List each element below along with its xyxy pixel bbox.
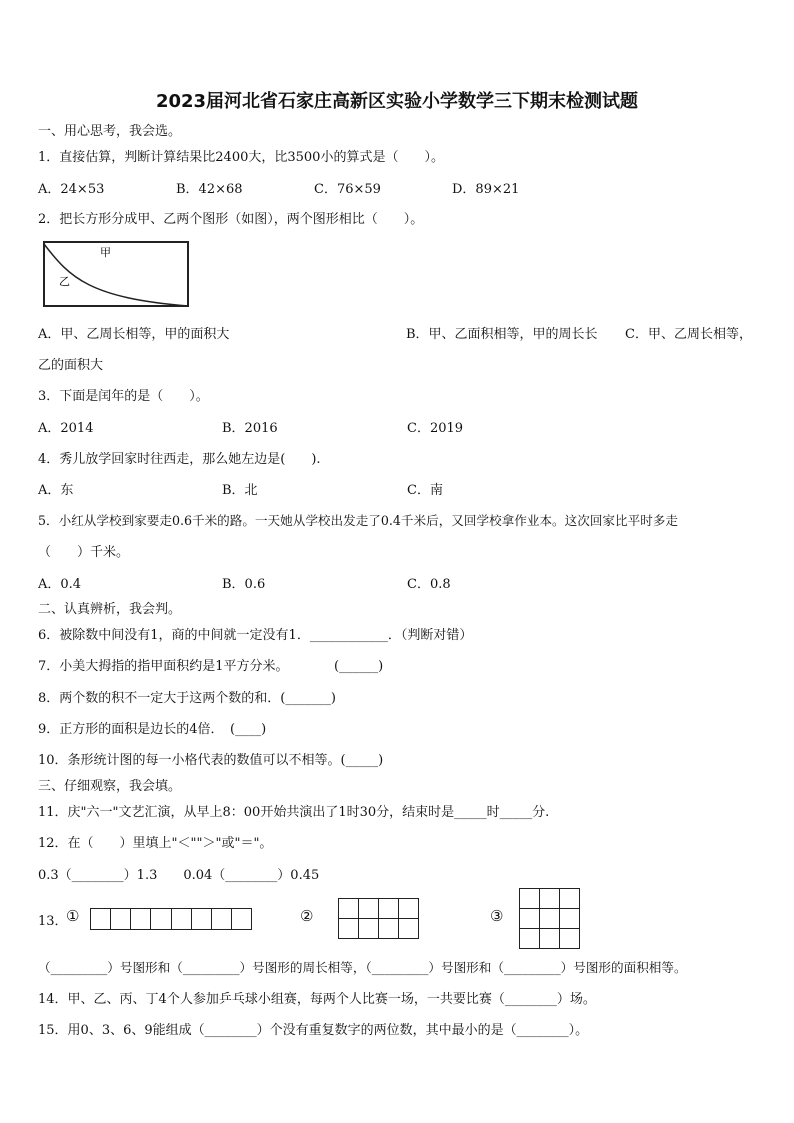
figure-3-grid xyxy=(519,888,580,949)
page-title: 2023届河北省石家庄高新区实验小学数学三下期末检测试题 xyxy=(155,91,639,112)
question-7: 7．小美大拇指的指甲面积约是1平方分米。 (______) xyxy=(38,659,384,674)
question-11: 11．庆"六一"文艺汇演，从早上8：00开始共演出了1时30分，结束时是_____时_____分. xyxy=(38,805,550,820)
question-5-continued: （ ）千米。 xyxy=(38,545,130,560)
q1-option-d: D．89×21 xyxy=(452,182,520,197)
q5-option-b: B．0.6 xyxy=(222,577,266,592)
question-12-blanks: 0.3（________）1.3 0.04（________）0.45 xyxy=(38,868,320,883)
figure-2-marker: ② xyxy=(300,907,314,925)
rectangle-outline xyxy=(44,242,188,306)
figure-3-marker: ③ xyxy=(490,907,504,925)
question-9: 9．正方形的面积是边长的4倍． (____) xyxy=(38,722,267,737)
question-13-number: 13． xyxy=(38,914,68,929)
section-heading-choice: 一、用心思考，我会选。 xyxy=(38,124,182,139)
question-10: 10．条形统计图的每一小格代表的数值可以不相等。(_____) xyxy=(38,753,384,768)
question-14: 14．甲、乙、丙、丁4个人参加乒乓球小组赛，每两个人比赛一场，一共要比赛（________）场。 xyxy=(38,992,596,1007)
question-15: 15．用0、3、6、9能组成（________）个没有重复数字的两位数，其中最小的是（________）。 xyxy=(38,1023,589,1038)
q5-option-a: A．0.4 xyxy=(38,577,82,592)
question-6: 6．被除数中间没有1，商的中间就一定没有1．____________．（判断对错） xyxy=(38,628,473,643)
question-13-blanks: （_________）号图形和（_________）号图形的周长相等，（_________）号图形和（_________）号图形的面积相等。 xyxy=(38,960,687,975)
q2-option-c-continued: 乙的面积大 xyxy=(38,358,104,373)
question-12: 12．在（ ）里填上"＜""＞"或"＝"。 xyxy=(38,836,273,851)
q4-option-b: B．北 xyxy=(222,483,258,498)
q3-option-a: A．2014 xyxy=(38,421,94,436)
rectangle-figure xyxy=(40,238,192,312)
q1-option-c: C．76×59 xyxy=(314,182,381,197)
question-2: 2．把长方形分成甲、乙两个图形（如图），两个图形相比（ ）。 xyxy=(38,212,424,227)
question-1: 1．直接估算，判断计算结果比2400大，比3500小的算式是（ ）。 xyxy=(38,150,444,165)
q2-option-c: C．甲、乙周长相等， xyxy=(625,327,752,342)
label-yi: 乙 xyxy=(59,275,70,288)
q3-option-b: B．2016 xyxy=(222,421,278,436)
figure-1-marker: ① xyxy=(66,907,80,925)
question-5: 5．小红从学校到家要走0.6千米的路。一天她从学校出发走了0.4千米后，又回学校拿作业本。这次回家比平时多走 xyxy=(38,513,678,528)
q1-option-b: B．42×68 xyxy=(176,182,243,197)
q5-option-c: C．0.8 xyxy=(407,577,451,592)
q2-option-b: B．甲、乙面积相等，甲的周长长 xyxy=(406,327,598,342)
question-3: 3．下面是闰年的是（ ）。 xyxy=(38,389,209,404)
question-4: 4．秀儿放学回家时往西走，那么她左边是( ). xyxy=(38,452,321,467)
q4-option-c: C．南 xyxy=(407,483,443,498)
section-heading-fill: 三、仔细观察，我会填。 xyxy=(38,779,182,794)
figure-1-grid xyxy=(90,908,252,930)
question-8: 8．两个数的积不一定大于这两个数的和．(_______) xyxy=(38,691,336,706)
q2-option-a: A．甲、乙周长相等，甲的面积大 xyxy=(38,327,230,342)
label-jia: 甲 xyxy=(100,246,111,259)
section-heading-judge: 二、认真辨析，我会判。 xyxy=(38,602,182,617)
figure-2-grid xyxy=(338,898,419,939)
q4-option-a: A．东 xyxy=(38,483,74,498)
q1-option-a: A．24×53 xyxy=(38,182,105,197)
q3-option-c: C．2019 xyxy=(407,421,464,436)
